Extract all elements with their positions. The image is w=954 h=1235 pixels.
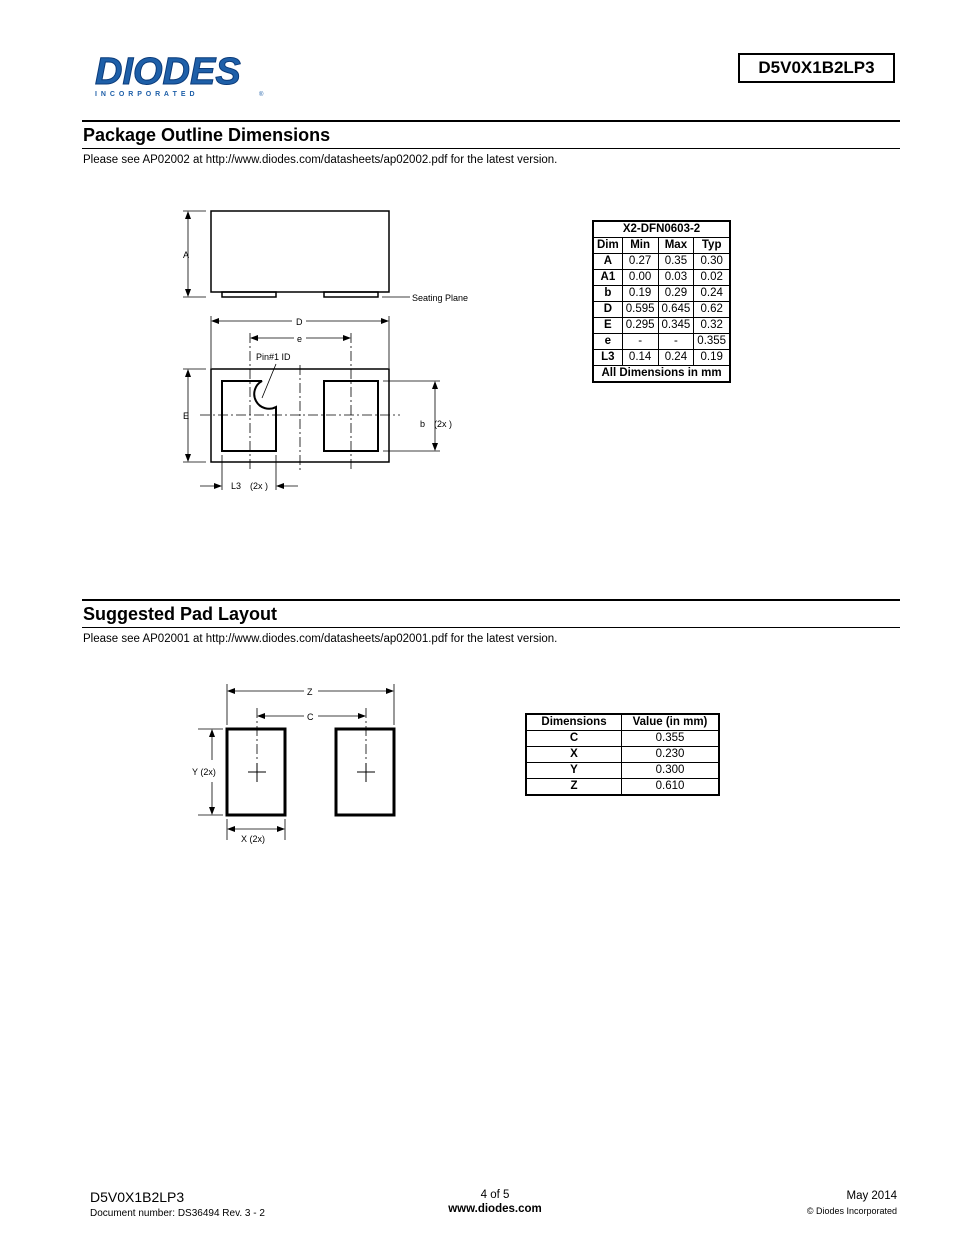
logo-text: DIODES: [95, 52, 241, 93]
footer-document-number: Document number: DS36494 Rev. 3 - 2: [90, 1208, 265, 1219]
dim-e-upper-label: E: [183, 411, 190, 421]
footer-part-number: D5V0X1B2LP3: [90, 1189, 185, 1205]
package-outline-note: Please see AP02002 at http://www.diodes.com/datasheets/ap02002.pdf for the latest version.: [83, 154, 558, 166]
seating-plane-label: Seating Plane: [412, 293, 469, 303]
pad-layout-drawing: [185, 680, 415, 850]
table-header: Value (in mm): [622, 714, 720, 731]
dim-l3-count: (2x ): [250, 481, 268, 491]
dim-x-label: X (2x): [241, 834, 266, 844]
dim-z-label: Z: [307, 687, 313, 697]
table-row: Z 0.610: [526, 779, 719, 796]
dim-y-label: Y (2x): [192, 767, 216, 777]
dim-e-label: e: [297, 334, 303, 344]
dim-c-label: C: [307, 712, 314, 722]
table-header: Min: [622, 238, 658, 254]
table-header: Max: [658, 238, 694, 254]
table-row: C 0.355: [526, 731, 719, 747]
part-number-box: D5V0X1B2LP3: [738, 53, 895, 83]
table-row: e - - 0.355: [593, 334, 730, 350]
table-row: E 0.295 0.345 0.32: [593, 318, 730, 334]
pad-layout-title: Suggested Pad Layout: [83, 604, 278, 624]
pad-layout-rule: [82, 627, 900, 628]
table-header: Typ: [694, 238, 730, 254]
package-outline-rule: [82, 148, 900, 149]
table-row: L3 0.14 0.24 0.19: [593, 350, 730, 366]
table-row: b 0.19 0.29 0.24: [593, 286, 730, 302]
side-view-pad-right: [324, 292, 378, 297]
table-row: X 0.230: [526, 747, 719, 763]
footer-website-link[interactable]: www.diodes.com: [448, 1203, 542, 1215]
dim-d-label: D: [296, 317, 303, 327]
pad-dimensions-table: [525, 713, 720, 796]
table-row: Y 0.300: [526, 763, 719, 779]
bottom-view-pad-left: [222, 381, 276, 451]
pin1-id-label: Pin#1 ID: [256, 352, 291, 362]
footer-copyright: © Diodes Incorporated: [806, 1206, 897, 1216]
logo-subtext: I N C O R P O R A T E D: [95, 91, 196, 98]
pad-section-rule-top: [82, 599, 900, 601]
dim-a-label: A: [183, 250, 190, 260]
table-row: A 0.27 0.35 0.30: [593, 254, 730, 270]
header-rule: [82, 120, 900, 122]
package-outline-title: Package Outline Dimensions: [83, 125, 331, 145]
pad-layout-note: Please see AP02001 at http://www.diodes.com/datasheets/ap02001.pdf for the latest version.: [83, 633, 558, 645]
dim-l3-label: L3: [231, 481, 242, 491]
dim-b-label: b: [420, 419, 426, 429]
table-row: A1 0.00 0.03 0.02: [593, 270, 730, 286]
package-table-title: X2-DFN0603-2: [593, 221, 730, 238]
logo-registered-mark: ®: [259, 92, 264, 98]
package-outline-drawing: [170, 200, 490, 500]
diodes-logo: [93, 52, 268, 98]
table-header: Dim: [593, 238, 622, 254]
footer-page-number: 4 of 5: [480, 1189, 510, 1201]
side-view-pad-left: [222, 292, 276, 297]
table-row: D 0.595 0.645 0.62: [593, 302, 730, 318]
table-header: Dimensions: [526, 714, 622, 731]
package-dimensions-table: [592, 220, 731, 383]
footer-date: May 2014: [846, 1190, 897, 1202]
dim-b-count: (2x ): [434, 419, 452, 429]
package-table-footer: All Dimensions in mm: [593, 366, 730, 383]
side-view-body: [211, 211, 389, 292]
